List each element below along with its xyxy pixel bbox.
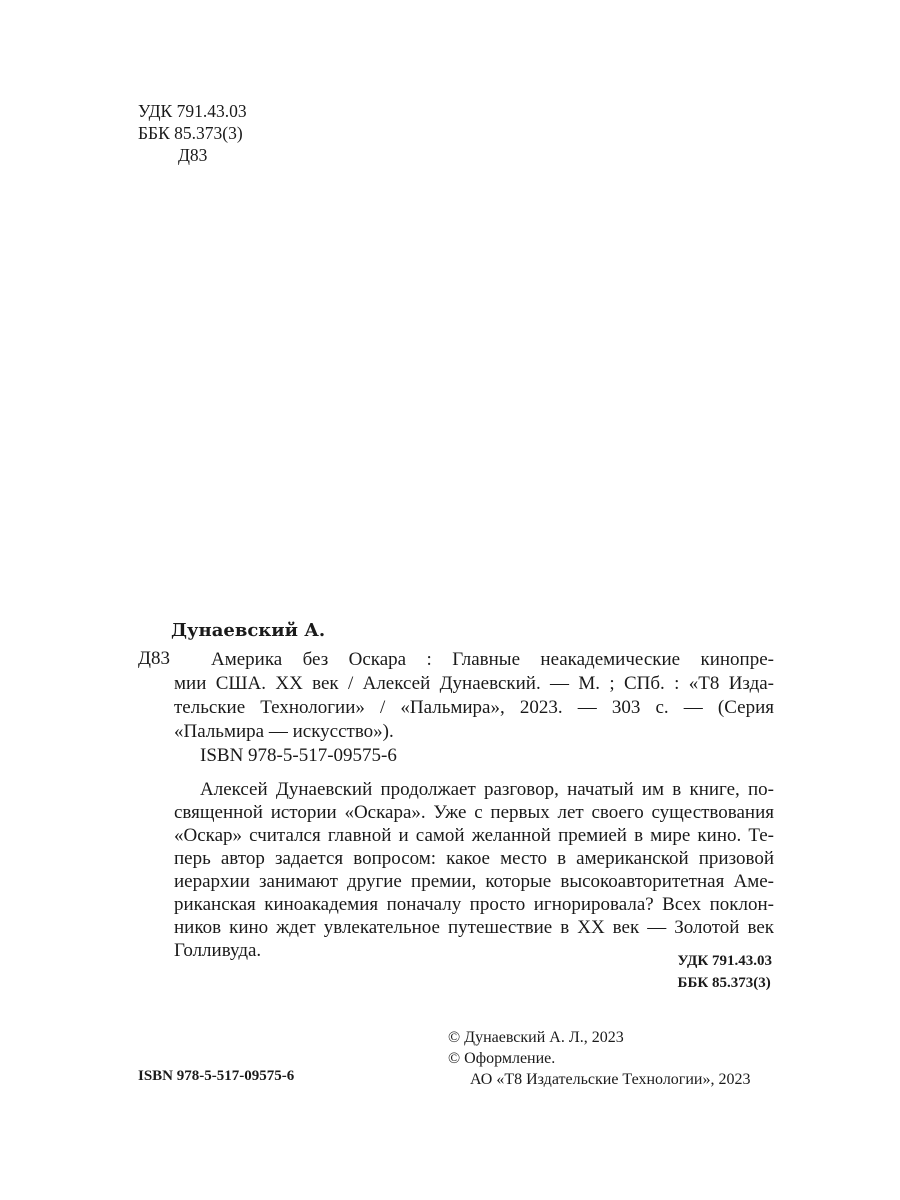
copyright-author: © Дунаевский А. Л., 2023: [448, 1029, 624, 1046]
annotation-line: «Оскар» считался главной и самой желанной премией в мире кино. Те-: [174, 825, 774, 846]
copyright-design: © Оформление.: [448, 1050, 556, 1067]
annotation-line: ников кино ждет увлекательное путешествие в XX век — Золотой век: [174, 917, 774, 938]
card-author: Дунаевский А.: [171, 620, 326, 641]
card-author-sign: Д83: [138, 648, 170, 669]
top-classification-codes: [138, 100, 247, 166]
bottom-udk-code: УДК 791.43.03: [677, 953, 772, 969]
description-line: Америка без Оскара : Главные неакадемические кинопре-: [211, 649, 774, 670]
bottom-isbn: ISBN 978-5-517-09575-6: [138, 1068, 295, 1084]
top-udk-code: УДК 791.43.03: [138, 101, 247, 121]
annotation-line: иерархии занимают другие премии, которые высокоавторитетная Аме-: [174, 871, 774, 892]
annotation-line: Голливуда.: [174, 940, 262, 961]
annotation-line: перь автор задается вопросом: какое место в американской призовой: [174, 848, 774, 869]
description-line: тельские Технологии» / «Пальмира», 2023. — 303 с. — (Серия: [174, 697, 774, 718]
card-isbn: ISBN 978-5-517-09575-6: [200, 745, 397, 766]
description-line: «Пальмира — искусство»).: [174, 721, 394, 742]
annotation-line: риканская киноакадемия поначалу просто игнорировала? Всех поклон-: [174, 894, 774, 915]
top-author-sign: Д83: [178, 145, 208, 165]
top-bbk-code: ББК 85.373(3): [138, 123, 243, 143]
bottom-classification-codes: [678, 950, 772, 994]
copyright-block: [448, 1027, 751, 1090]
description-line: мии США. XX век / Алексей Дунаевский. — М. ; СПб. : «Т8 Изда-: [174, 673, 774, 694]
annotation-line: Алексей Дунаевский продолжает разговор, начатый им в книге, по-: [200, 779, 774, 800]
bottom-bbk-code: ББК 85.373(3): [677, 975, 771, 991]
annotation-line: священной истории «Оскара». Уже с первых лет своего существования: [174, 802, 774, 823]
copyright-publisher: АО «Т8 Издательские Технологии», 2023: [470, 1071, 751, 1088]
